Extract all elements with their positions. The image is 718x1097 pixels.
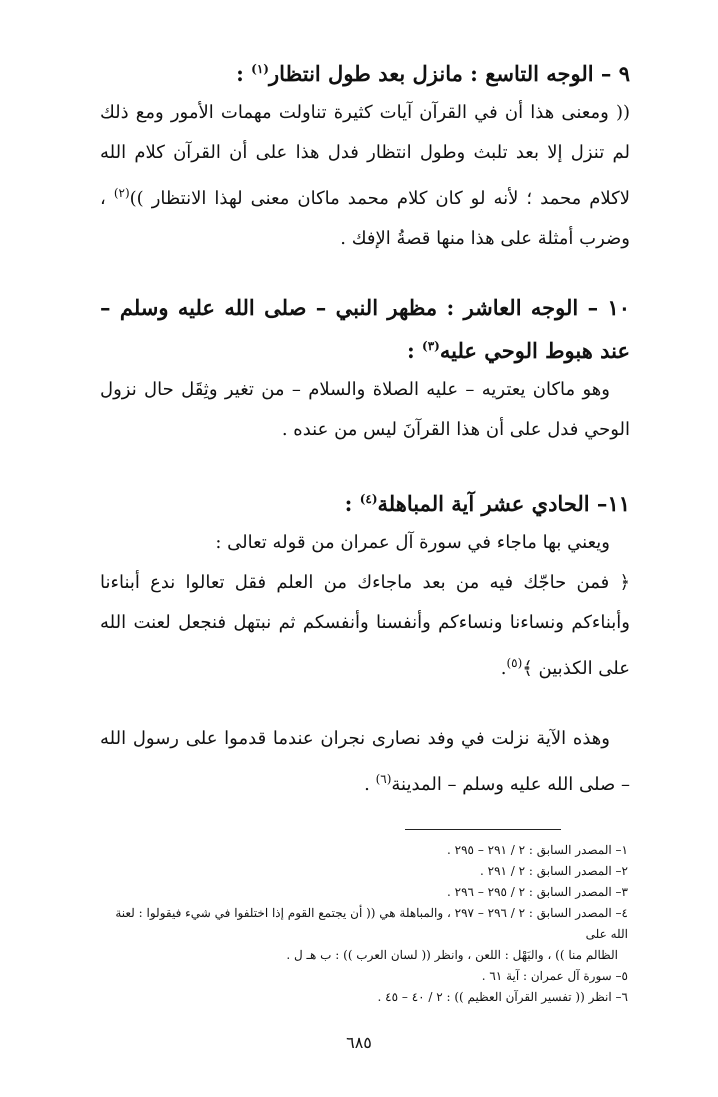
section-11-closing-end: . <box>364 774 376 795</box>
section-10-heading-colon: : <box>406 338 423 363</box>
footnote-1: ١– المصدر السابق : ٢ / ٢٩١ – ٢٩٥ . <box>447 843 628 857</box>
section-11-closing <box>100 719 630 805</box>
page-number: ٦٨٥ <box>346 1033 372 1052</box>
section-11-heading-colon: : <box>344 491 360 516</box>
footnote-ref-5[interactable]: (٥) <box>506 656 523 670</box>
footnote-5: ٥– سورة آل عمران : آية ٦١ . <box>481 969 628 983</box>
section-9-paragraph <box>100 93 630 259</box>
section-10-heading <box>100 289 630 370</box>
section-11-intro: ويعني بها ماجاء في سورة آل عمران من قوله تعالى : <box>215 532 610 553</box>
section-9-quote: (( ومعنى هذا أن في القرآن آيات كثيرة تناولت مهمات الأمور ومع ذلك لم تنزل إلا بعد تلبث وطول انتظار فدل هذا على أن القرآن كلام الله لاكلام محمد ؛ لأنه لو كان كلام محمد ماكان معنى لهذا الانتظار )) <box>100 102 630 209</box>
footnote-ref-6[interactable]: (٦) <box>375 772 392 786</box>
section-11-heading-text: ١١– الحادي عشر آية المباهلة <box>377 491 630 516</box>
quran-verse-text: ﴿ فمن حاجّك فيه من بعد ماجاءك من العلم فقل تعالوا ندع أبناءنا وأبناءكم ونساءنا ونساءكم وأنفسنا وأنفسكم ثم نبتهل فنجعل لعنت الله على الكذبين ﴾ <box>100 572 630 679</box>
footnote-ref-1[interactable]: (١) <box>251 62 269 76</box>
section-9-quote-end: ، وضرب أمثلة على هذا منها قصةُ الإفك . <box>100 188 630 249</box>
section-10-paragraph: وهو ماكان يعتريه – عليه الصلاة والسلام – من تغير وثِقَل حال نزول الوحي فدل على أن هذا القرآنَ ليس من عنده . <box>100 379 630 440</box>
section-10-heading-text: ١٠ – الوجه العاشر : مظهر النبي – صلى الله عليه وسلم – عند هبوط الوحي عليه <box>100 295 630 363</box>
section-11-heading <box>100 480 630 523</box>
footnote-ref-2[interactable]: (٢) <box>113 186 130 200</box>
footnote-divider <box>405 829 561 830</box>
footnote-ref-4[interactable]: (٤) <box>359 492 378 506</box>
page-body <box>100 50 630 805</box>
footnote-ref-3[interactable]: (٣) <box>422 339 440 353</box>
section-9-heading <box>100 50 630 93</box>
footnote-3: ٣– المصدر السابق : ٢ / ٢٩٥ – ٢٩٦ . <box>447 885 628 899</box>
footnote-2: ٢– المصدر السابق : ٢ / ٢٩١ . <box>480 864 628 878</box>
footnote-4-continued: الظالم منا )) ، والبَهْل : اللعن ، وانظر (( لسان العرب )) : ب هـ ل . <box>286 948 618 962</box>
quran-verse-end: . <box>500 658 507 679</box>
footnote-4: ٤– المصدر السابق : ٢ / ٢٩٦ – ٢٩٧ ، والمباهلة هي (( أن يجتمع القوم إذا اختلفوا في شيء فيقولوا : لعنة الله على <box>115 906 628 941</box>
quran-verse <box>100 563 630 689</box>
section-9-heading-text: ٩ – الوجه التاسع : مانزل بعد طول انتظار <box>268 61 630 86</box>
footnotes <box>100 840 632 1008</box>
section-9-heading-colon: : <box>236 61 252 86</box>
footnote-6: ٦– انظر (( تفسير القرآن العظيم )) : ٢ / ٤٠ – ٤٥ . <box>377 990 628 1004</box>
section-11-closing-text: وهذه الآية نزلت في وفد نصارى نجران عندما قدموا على رسول الله – صلى الله عليه وسلم – المدينة <box>100 728 630 795</box>
